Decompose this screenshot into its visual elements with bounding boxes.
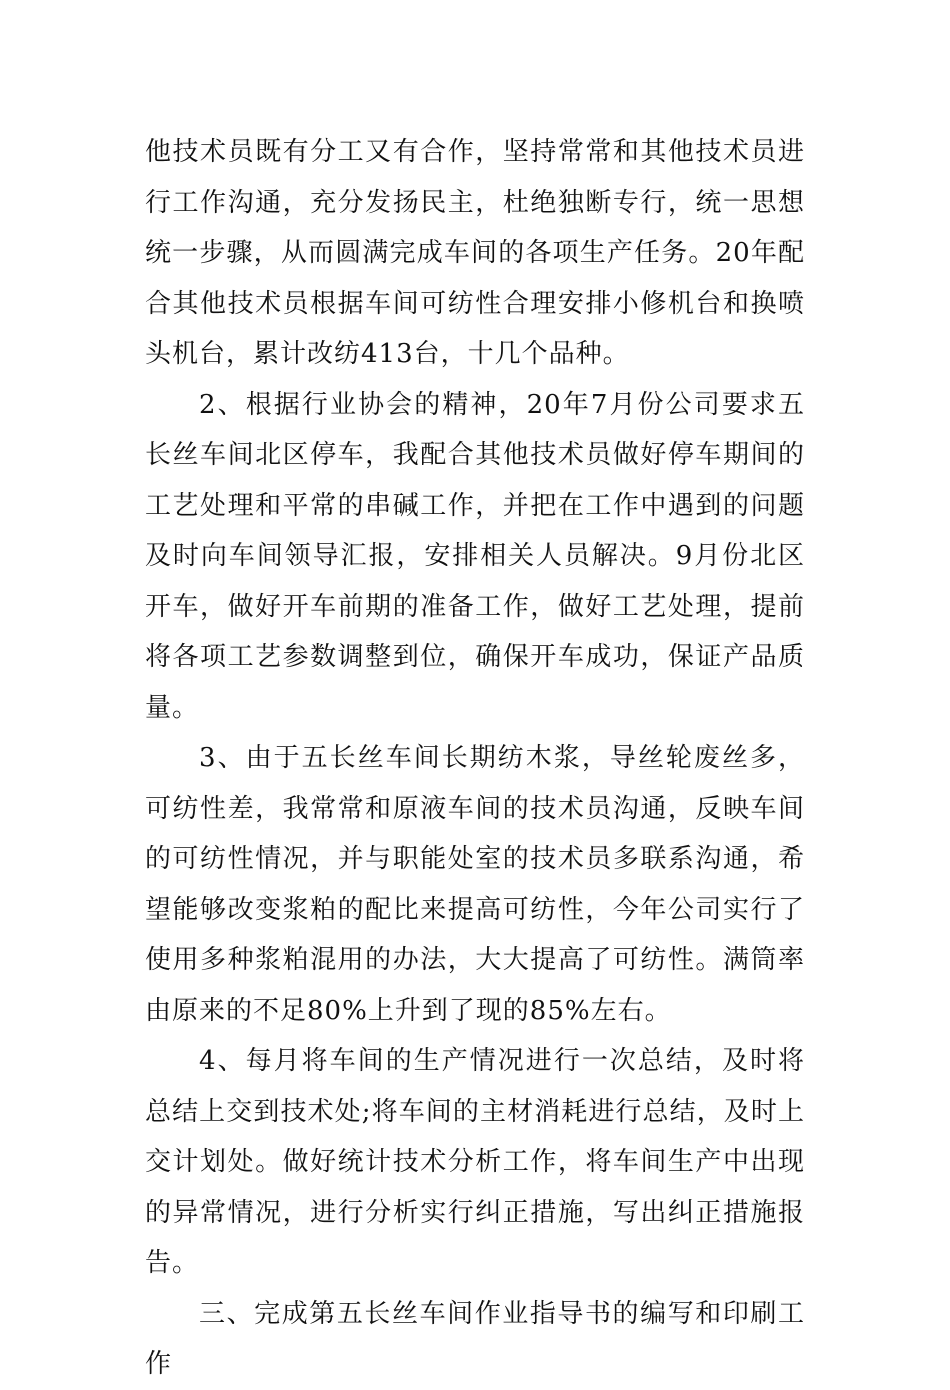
section-heading-3: 三、完成第五长丝车间作业指导书的编写和印刷工作 (145, 1298, 805, 1379)
paragraph-item-2: 2、根据行业协会的精神，20年7月份公司要求五长丝车间北区停车，我配合其他技术员做好停车期间的工艺处理和平常的串碱工作，并把在工作中遇到的问题及时向车间领导汇报，安排相关人员解决。9月份北区开车，做好开车前期的准备工作，做好工艺处理，提前将各项工艺参数调整到位，确保开车成功，保证产品质量。 (145, 389, 805, 723)
paragraph-item-4: 4、每月将车间的生产情况进行一次总结，及时将总结上交到技术处;将车间的主材消耗进行总结，及时上交计划处。做好统计技术分析工作，将车间生产中出现的异常情况，进行分析实行纠正措施，写出纠正措施报告。 (145, 1046, 805, 1278)
paragraph-item-3: 3、由于五长丝车间长期纺木浆，导丝轮废丝多，可纺性差，我常常和原液车间的技术员沟通，反映车间的可纺性情况，并与职能处室的技术员多联系沟通，希望能够改变浆粕的配比来提高可纺性，今年公司实行了使用多种浆粕混用的办法，大大提高了可纺性。满筒率由原来的不足80%上升到了现的85%左右。 (145, 743, 805, 1026)
paragraph-continued: 他技术员既有分工又有合作，坚持常常和其他技术员进行工作沟通，充分发扬民主，杜绝独断专行，统一思想统一步骤，从而圆满完成车间的各项生产任务。20年配合其他技术员根据车间可纺性合理安排小修机台和换喷头机台，累计改纺413台，十几个品种。 (145, 137, 805, 369)
document-body (145, 127, 805, 1390)
